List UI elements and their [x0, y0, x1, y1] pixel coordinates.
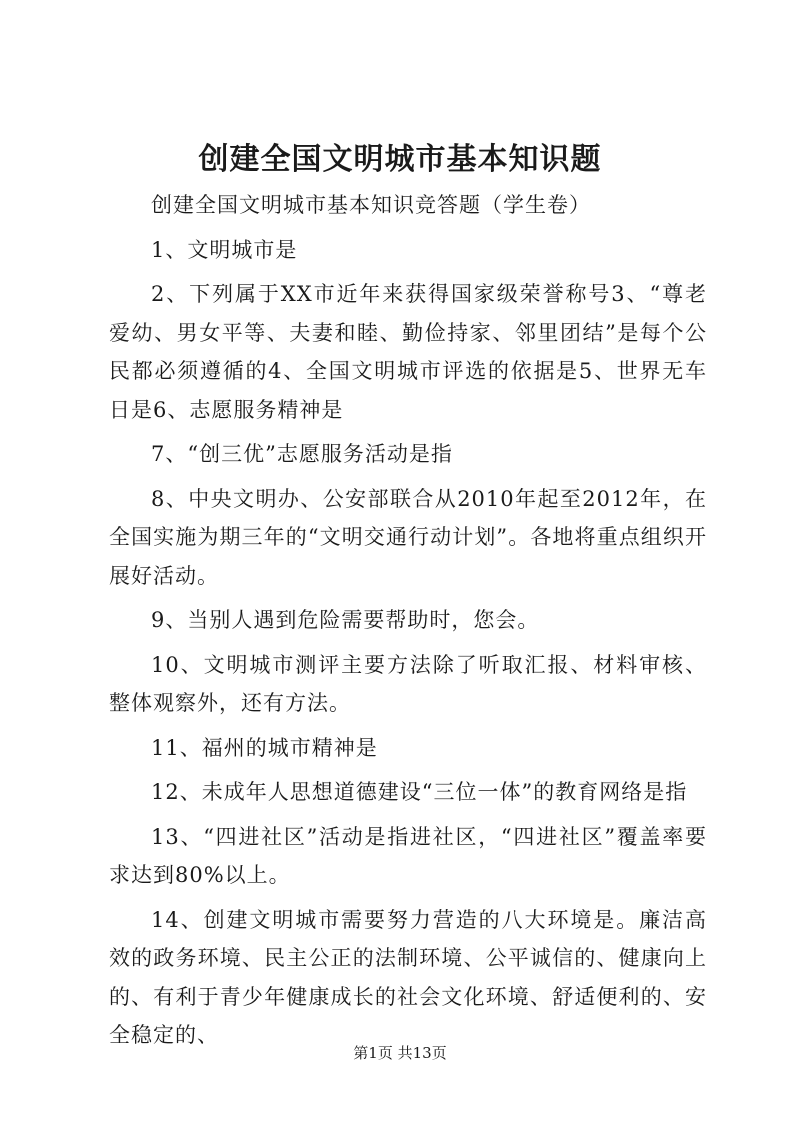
question-paragraph: 10、文明城市测评主要方法除了听取汇报、材料审核、整体观察外，还有方法。 — [109, 652, 707, 715]
document-title: 创建全国文明城市基本知识题 — [198, 142, 602, 177]
question-paragraph: 1、文明城市是 — [151, 237, 298, 262]
question-paragraph: 13、“四进社区”活动是指进社区，“四进社区”覆盖率要求达到80%以上。 — [109, 824, 707, 887]
question-paragraph: 2、下列属于XX市近年来获得国家级荣誉称号3、“尊老爱幼、男女平等、夫妻和睦、勤俭持家、邻里团结”是每个公民都必须遵循的4、全国文明城市评选的依据是5、世界无车日是6、志愿服务精神是 — [109, 282, 707, 422]
question-paragraph: 14、创建文明城市需要努力营造的八大环境是。廉洁高效的政务环境、民主公正的法制环境、公平诚信的、健康向上的、有利于青少年健康成长的社会文化环境、舒适便利的、安全稳定的、 — [109, 907, 707, 1047]
document-body — [109, 186, 707, 1061]
question-paragraph: 7、“创三优”志愿服务活动是指 — [151, 442, 453, 466]
question-paragraph: 8、中央文明办、公安部联合从2010年起至2012年，在全国实施为期三年的“文明交通行动计划”。各地将重点组织开展好活动。 — [109, 486, 707, 588]
page-number-footer: 第1页 共13页 — [353, 1044, 447, 1062]
question-paragraph: 11、福州的城市精神是 — [151, 735, 378, 760]
question-paragraph: 12、未成年人思想道德建设“三位一体”的教育网络是指 — [151, 780, 688, 804]
question-paragraph: 9、当别人遇到危险需要帮助时，您会。 — [151, 608, 540, 632]
subtitle-paragraph: 创建全国文明城市基本知识竞答题（学生卷） — [151, 193, 591, 217]
